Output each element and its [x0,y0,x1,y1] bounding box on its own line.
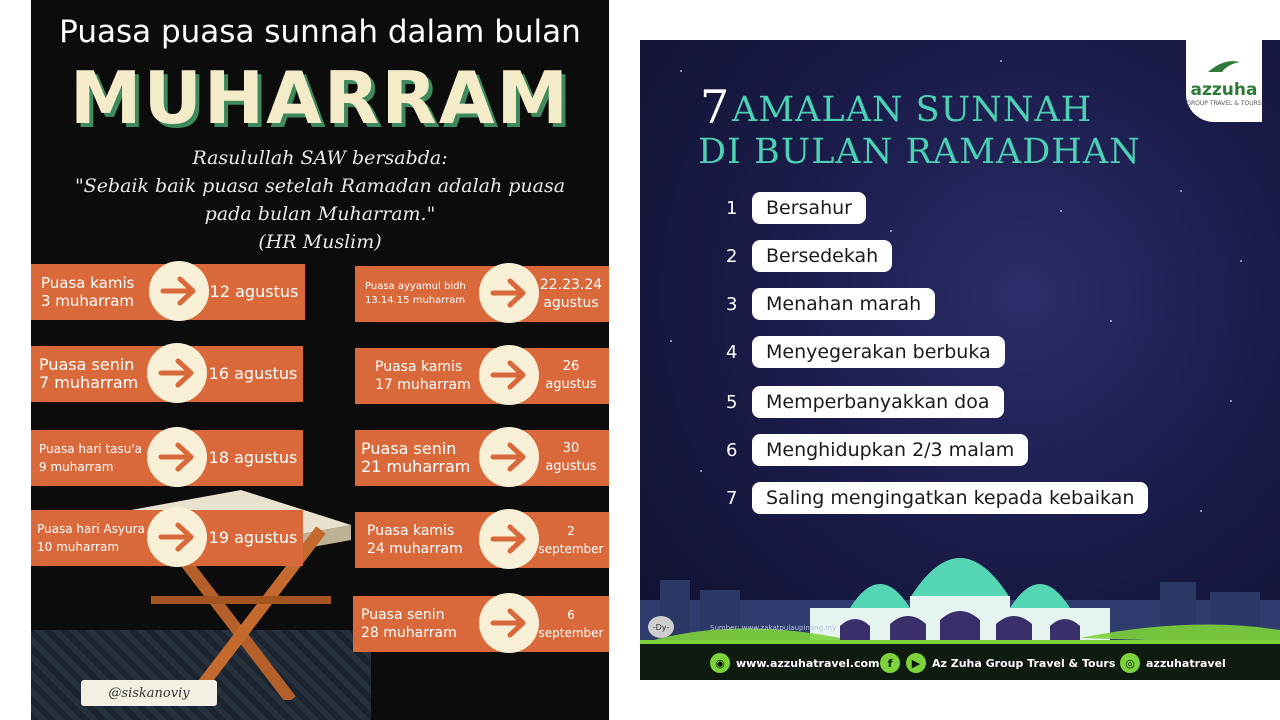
fast-date-line: 16 agustus [208,364,298,383]
poster-title: Puasa puasa sunnah dalam bulan [59,14,581,50]
item-text: Menghidupkan 2/3 malam [752,434,1028,466]
item-text: Memperbanyakkan doa [752,386,1004,418]
fast-label-line: 24 muharram [367,541,463,557]
azzuha-logo [1186,40,1262,122]
source-text: Sumber: www.zakatpulaupinang.my [710,624,837,632]
fast-item [31,510,311,566]
arrow-right-icon [147,427,207,487]
arrow-right-icon [479,509,539,569]
title-line-2: DI BULAN RAMADHAN [698,132,1141,172]
fast-date-line: september [538,542,604,556]
muharram-poster [31,0,609,720]
instagram-contact [1120,653,1226,673]
arrow-right-icon [147,343,207,403]
fast-label-line: Puasa hari tasu'a [39,442,143,456]
quran-stand-illustration [91,470,391,700]
fast-label-line: Puasa kamis [41,274,135,292]
instagram-text: azzuhatravel [1146,656,1226,670]
fast-date-line: 22.23.24 [539,277,603,293]
fast-item [31,430,311,486]
arrow-right-icon [147,507,207,567]
fast-date-line: 30 [562,441,580,456]
youtube-icon: ▶ [906,653,926,673]
hadith-line: (HR Muslim) [258,231,382,253]
hadith-line: pada bulan Muharram." [204,203,436,225]
fast-label-line: Puasa ayyamul bidh [365,281,466,292]
fast-label-line: 7 muharram [39,373,139,392]
fast-label-line: Puasa senin [361,607,445,623]
website-contact [710,653,880,673]
fast-item [355,348,609,404]
item-text: Bersahur [752,192,866,224]
hadith-line: "Sebaik baik puasa setelah Ramadan adalah puasa [74,175,566,197]
item-text: Menahan marah [752,288,935,320]
logo-tagline: GROUP TRAVEL & TOURS [1186,99,1262,107]
fast-label-line: Puasa hari Asyura [37,522,145,536]
item-number: 3 [726,293,738,315]
fast-date-line: agustus [543,295,599,311]
item-number: 6 [726,439,738,461]
item-number: 7 [726,487,738,509]
fast-label-line: 10 muharram [37,540,120,554]
facebook-contact [880,653,1115,673]
fast-label-line: 17 muharram [375,377,471,393]
fast-date-line: 6 [567,608,575,622]
hadith-line: Rasulullah SAW bersabda: [192,147,448,169]
arrow-right-icon [149,261,209,321]
bird-logo-icon [1204,56,1244,76]
fast-label-line: 9 muharram [39,460,114,474]
fast-label-line: Puasa kamis [375,359,463,375]
facebook-text: Az Zuha Group Travel & Tours [932,656,1116,670]
fast-date-line: agustus [545,459,597,474]
item-text: Menyegerakan berbuka [752,336,1005,368]
arrow-right-icon [479,427,539,487]
arrow-right-icon [479,263,539,323]
item-number: 4 [726,341,738,363]
item-number: 1 [726,197,738,219]
title-number: 7 [700,80,730,134]
fast-label-line: 28 muharram [361,625,457,641]
logo-brand: azzuha [1190,79,1258,100]
facebook-icon: f [880,653,900,673]
arrow-right-icon [479,593,539,653]
fast-item [31,346,311,402]
item-number: 5 [726,391,738,413]
fast-item [355,430,609,486]
fast-label-line: Puasa kamis [367,523,455,539]
fast-date-line: 18 agustus [208,448,298,467]
item-text: Saling mengingatkan kepada kebaikan [752,482,1148,514]
item-number: 2 [726,245,738,267]
fast-item [355,266,609,322]
fast-date-line: agustus [545,377,597,392]
fast-date-line: 2 [567,524,575,538]
credit-badge: @siskanoviy [81,680,217,706]
fast-item [31,264,311,320]
fast-label-line: 13.14.15 muharram [365,295,466,306]
fast-date-line: september [538,626,604,640]
dy-badge: -Dy- [648,616,674,638]
fast-label-line: 3 muharram [41,292,135,310]
title-line-1: AMALAN SUNNAH [732,90,1093,130]
arrow-right-icon [479,345,539,405]
hadith-quote [31,144,609,256]
fast-item [353,596,609,652]
fast-label-line: Puasa senin [361,439,457,458]
fast-label-line: 21 muharram [361,457,471,476]
month-heading: MUHARRAM [69,56,571,140]
contact-footer [640,640,1280,680]
fast-item [355,512,609,568]
fast-label-line: Puasa senin [39,355,135,374]
globe-icon: ◉ [710,653,730,673]
instagram-icon: ◎ [1120,653,1140,673]
fast-date-line: 19 agustus [208,528,298,547]
fast-date-line: 12 agustus [209,282,299,301]
item-text: Bersedekah [752,240,892,272]
fast-date-line: 26 [562,359,580,374]
ramadhan-poster [640,40,1280,680]
website-text: www.azzuhatravel.com [736,656,880,670]
